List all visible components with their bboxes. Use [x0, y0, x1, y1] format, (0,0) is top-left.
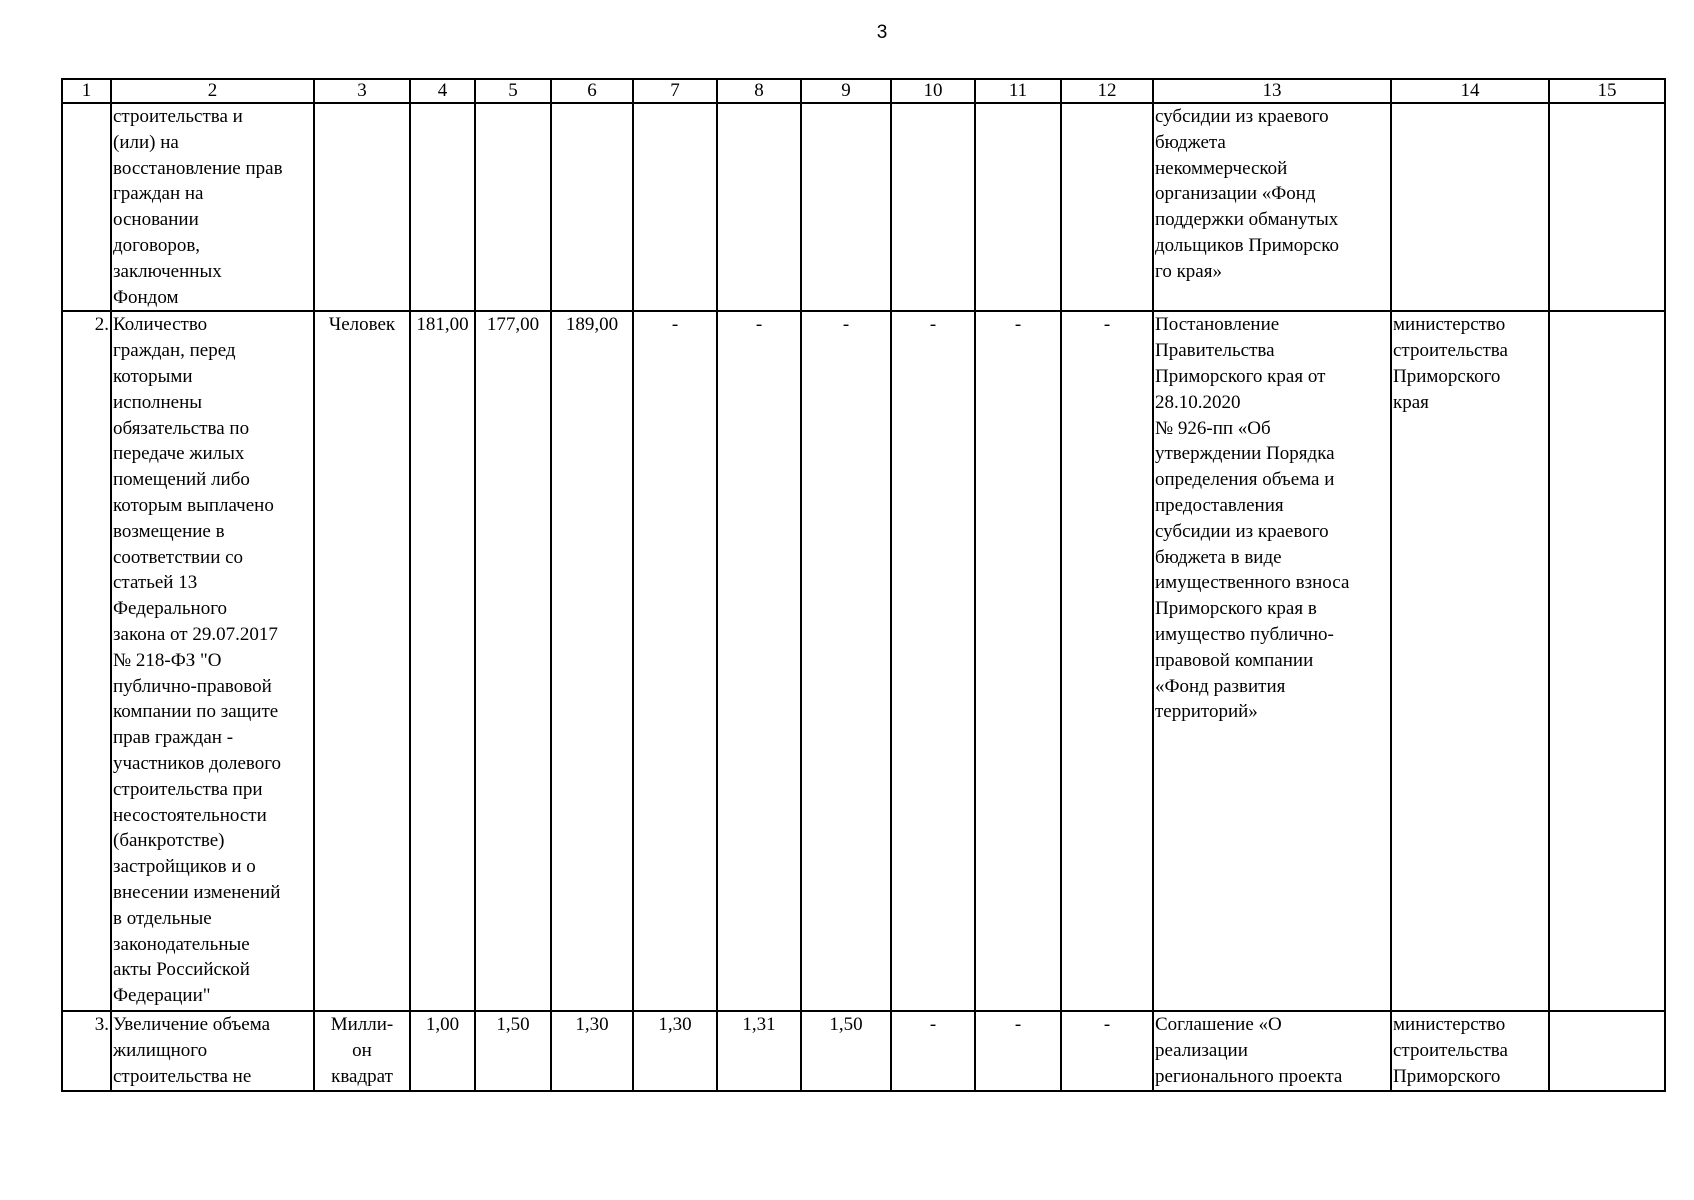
indicator-name: Увеличение объема жилищного строительства не	[111, 1011, 314, 1090]
column-header: 13	[1153, 79, 1391, 103]
value-cell: -	[975, 311, 1061, 1011]
value-cell: -	[1061, 311, 1153, 1011]
empty-cell	[1549, 311, 1665, 1011]
column-header: 12	[1061, 79, 1153, 103]
indicator-name: Количество граждан, перед которыми исполнены обязательства по передаче жилых помещений либо которым выплачено возмещение в соответствии со статьей 13 Федерального закона от 29.07.2017 № 218-ФЗ "О публично-правовой компании по защите прав граждан - участников долевого строительства при несостоятельности (банкротстве) застройщиков и о внесении изменений в отдельные законодательные акты Российской Федерации"	[111, 311, 314, 1011]
table-row	[62, 311, 1665, 1011]
indicator-name: строительства и (или) на восстановление прав граждан на основании договоров, заключенных Фондом	[111, 103, 314, 311]
unit-cell	[314, 103, 410, 311]
value-cell	[891, 103, 975, 311]
value-cell: 1,50	[801, 1011, 891, 1090]
value-cell: -	[801, 311, 891, 1011]
header-row	[62, 79, 1665, 103]
row-number	[62, 103, 111, 311]
row-number: 2.	[62, 311, 111, 1011]
table-row	[62, 1011, 1665, 1090]
responsible-body: министерство строительства Приморского края	[1391, 311, 1549, 1011]
column-header: 7	[633, 79, 717, 103]
column-header: 1	[62, 79, 111, 103]
column-header: 3	[314, 79, 410, 103]
value-cell: 177,00	[475, 311, 551, 1011]
page-number: 3	[876, 22, 888, 43]
value-cell: 1,31	[717, 1011, 801, 1090]
value-cell	[975, 103, 1061, 311]
column-header: 9	[801, 79, 891, 103]
source-document: Соглашение «О реализации регионального проекта	[1153, 1011, 1391, 1090]
value-cell	[475, 103, 551, 311]
column-header: 4	[410, 79, 475, 103]
column-header: 8	[717, 79, 801, 103]
value-cell	[1061, 103, 1153, 311]
empty-cell	[1549, 103, 1665, 311]
table-row	[62, 103, 1665, 311]
value-cell: -	[891, 1011, 975, 1090]
value-cell: 181,00	[410, 311, 475, 1011]
unit-cell: Милли- он квадрат	[314, 1011, 410, 1090]
value-cell	[551, 103, 633, 311]
empty-cell	[1549, 1011, 1665, 1090]
source-document: Постановление Правительства Приморского края от 28.10.2020 № 926-пп «Об утверждении Порядка определения объема и предоставления субсидии из краевого бюджета в виде имущественного взноса Приморского края в имущество публично- правовой компании «Фонд развития территорий»	[1153, 311, 1391, 1011]
column-header: 2	[111, 79, 314, 103]
value-cell: -	[1061, 1011, 1153, 1090]
responsible-body	[1391, 103, 1549, 311]
unit-cell: Человек	[314, 311, 410, 1011]
column-header: 10	[891, 79, 975, 103]
value-cell: -	[717, 311, 801, 1011]
value-cell: -	[633, 311, 717, 1011]
value-cell: 1,50	[475, 1011, 551, 1090]
value-cell: 1,30	[551, 1011, 633, 1090]
value-cell	[717, 103, 801, 311]
value-cell	[410, 103, 475, 311]
column-header: 15	[1549, 79, 1665, 103]
value-cell: -	[975, 1011, 1061, 1090]
column-header: 11	[975, 79, 1061, 103]
value-cell: 189,00	[551, 311, 633, 1011]
indicator-table	[61, 78, 1666, 1092]
value-cell: 1,00	[410, 1011, 475, 1090]
column-header: 5	[475, 79, 551, 103]
value-cell: 1,30	[633, 1011, 717, 1090]
value-cell	[633, 103, 717, 311]
value-cell	[801, 103, 891, 311]
column-header: 6	[551, 79, 633, 103]
column-header: 14	[1391, 79, 1549, 103]
source-document: субсидии из краевого бюджета некоммерческой организации «Фонд поддержки обманутых дольщиков Приморско го края»	[1153, 103, 1391, 311]
value-cell: -	[891, 311, 975, 1011]
row-number: 3.	[62, 1011, 111, 1090]
responsible-body: министерство строительства Приморского	[1391, 1011, 1549, 1090]
